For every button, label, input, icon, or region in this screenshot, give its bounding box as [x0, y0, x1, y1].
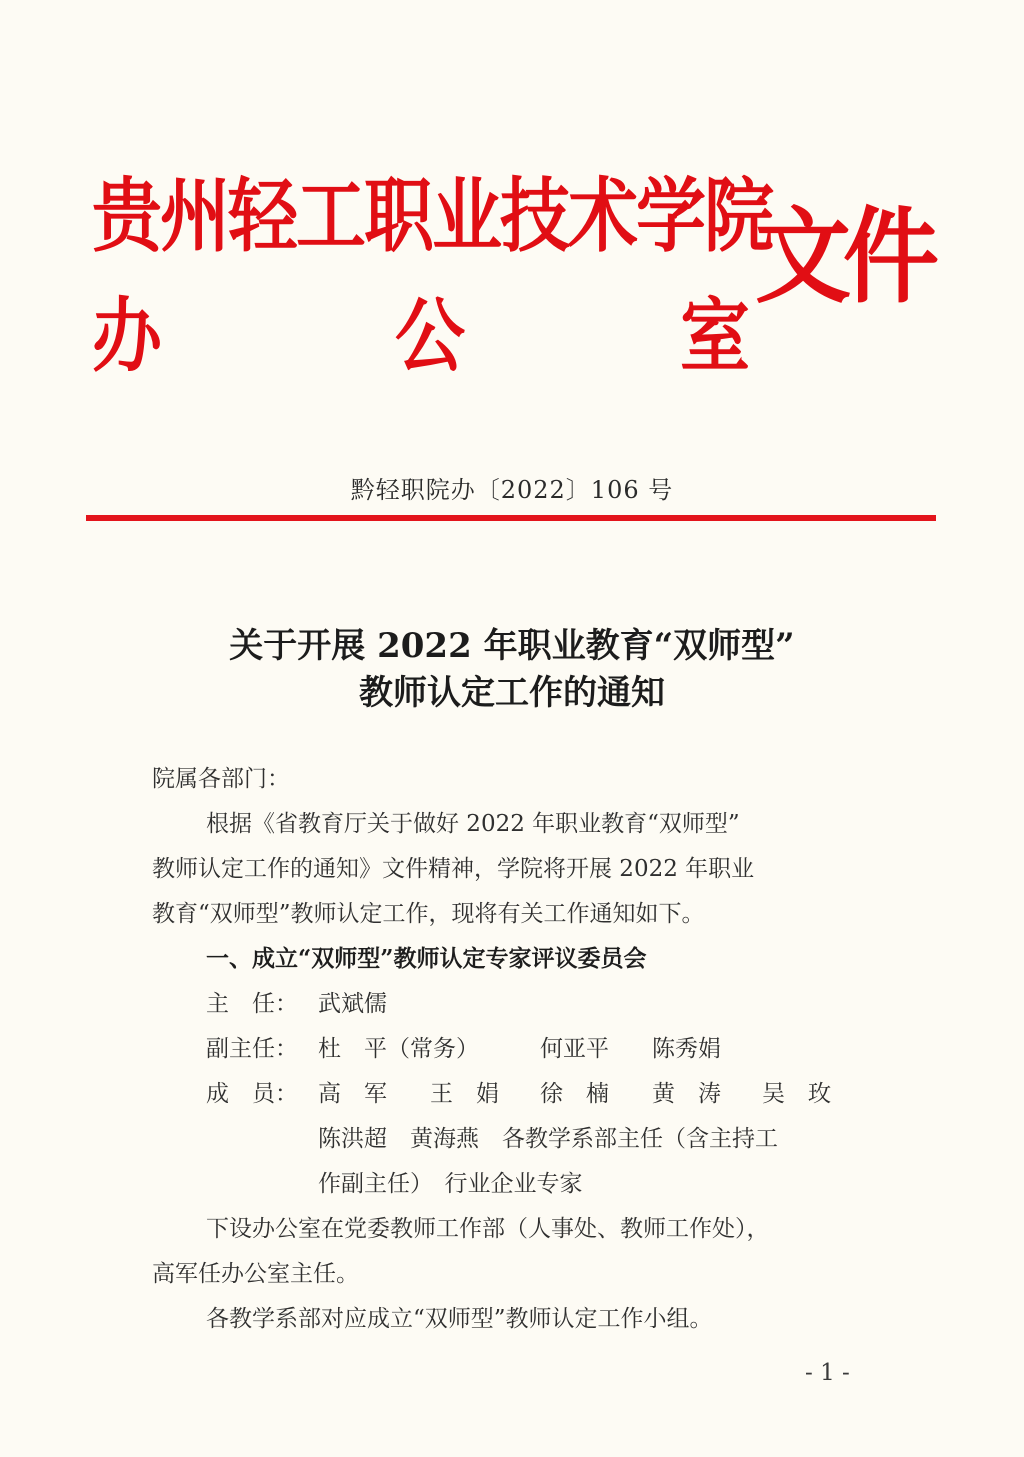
page-number: - 1 - — [805, 1360, 850, 1386]
red-divider — [86, 515, 936, 521]
document-number: 黔轻职院办〔2022〕106 号 — [350, 476, 674, 504]
intro-line: 根据《省教育厅关于做好 2022 年职业教育“双师型” — [206, 811, 740, 837]
intro-line: 教师认定工作的通知》文件精神，学院将开展 2022 年职业 — [152, 856, 755, 882]
masthead-office-char: 办 — [92, 289, 162, 384]
masthead-suffix: 文件 — [755, 196, 931, 318]
members-continued: 作副主任） 行业企业专家 — [318, 1171, 583, 1197]
members-label: 成 员： — [206, 1081, 298, 1107]
director-label: 主 任： — [206, 991, 298, 1017]
member-name: 徐 楠 — [540, 1081, 609, 1107]
masthead-org-name: 贵州轻工职业技术学院 — [92, 169, 772, 264]
group-line: 各教学系部对应成立“双师型”教师认定工作小组。 — [206, 1306, 713, 1332]
notice-title-line-2: 教师认定工作的通知 — [359, 673, 665, 713]
office-line: 高军任办公室主任。 — [152, 1261, 359, 1287]
member-name: 吴 玫 — [762, 1081, 831, 1107]
member-name: 王 娟 — [430, 1081, 499, 1107]
intro-line: 教育“双师型”教师认定工作，现将有关工作通知如下。 — [152, 901, 705, 927]
director-name: 武斌儒 — [318, 991, 387, 1017]
section-heading: 一、成立“双师型”教师认定专家评议委员会 — [206, 945, 647, 972]
salutation: 院属各部门： — [152, 766, 290, 792]
masthead-office-char: 公 — [395, 289, 465, 384]
member-name: 黄 涛 — [652, 1081, 721, 1107]
notice-title-line-1: 关于开展 2022 年职业教育“双师型” — [229, 626, 795, 666]
office-line: 下设办公室在党委教师工作部（人事处、教师工作处）， — [206, 1216, 770, 1242]
deputy-name: 何亚平 — [540, 1036, 609, 1062]
deputy-name: 杜 平（常务） — [318, 1036, 479, 1062]
masthead-office-char: 室 — [680, 289, 750, 384]
member-name: 高 军 — [318, 1081, 387, 1107]
deputy-name: 陈秀娟 — [652, 1036, 721, 1062]
members-continued: 陈洪超 黄海燕 各教学系部主任（含主持工 — [318, 1126, 778, 1152]
deputy-label: 副主任： — [206, 1036, 298, 1062]
